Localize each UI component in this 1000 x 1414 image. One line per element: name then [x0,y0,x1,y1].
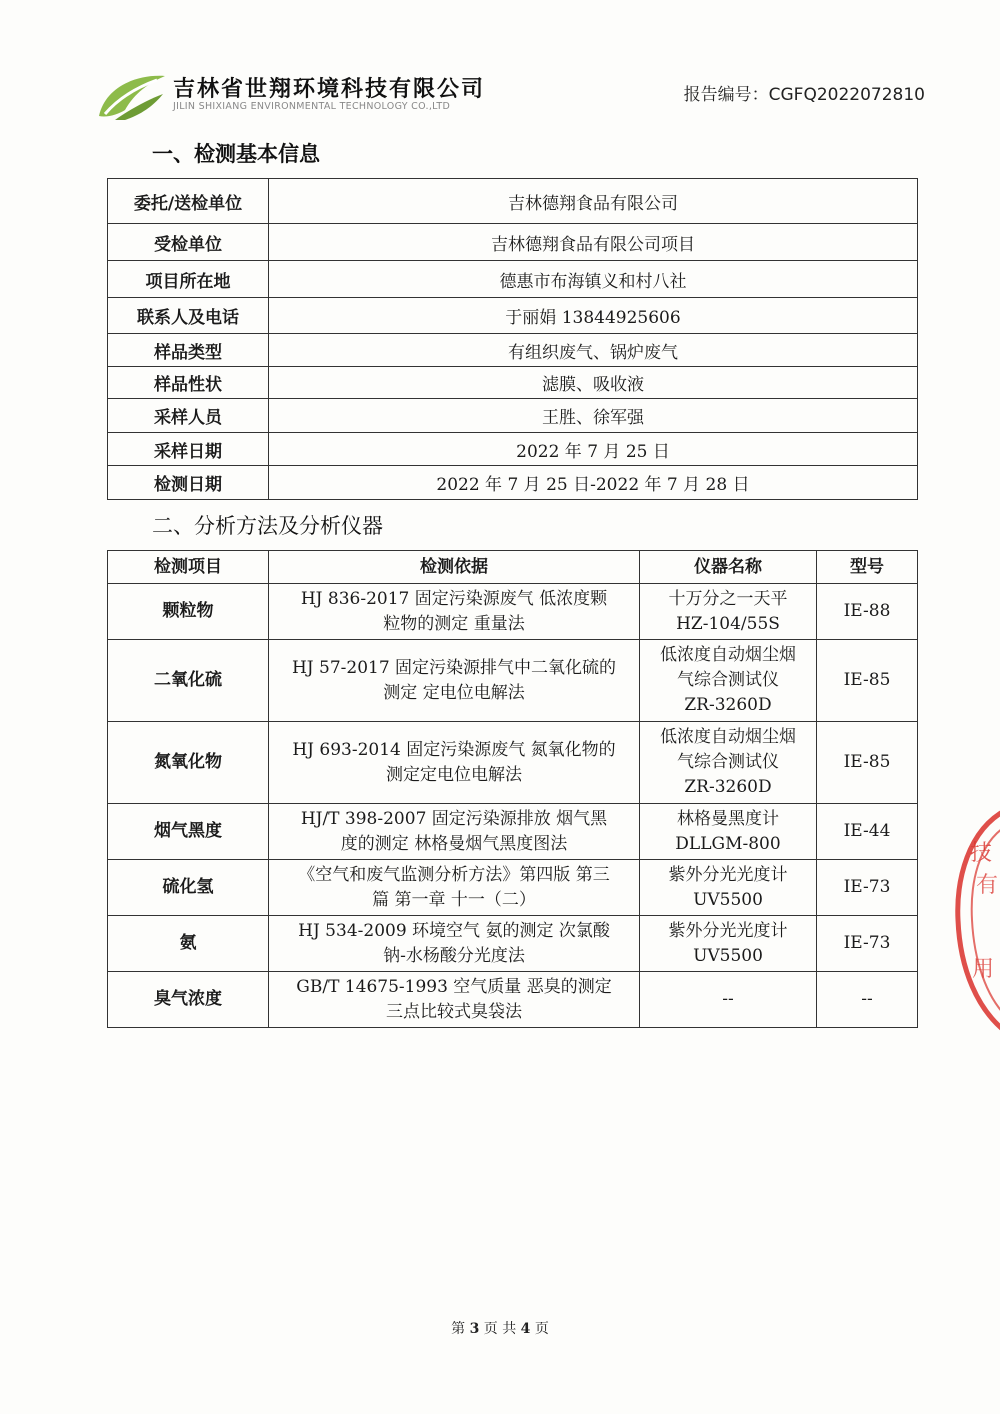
method-model: IE-44 [817,804,918,860]
method-item: 硫化氢 [108,860,269,916]
method-item: 颗粒物 [108,584,269,640]
method-instrument-line: UV5500 [693,889,763,910]
info-row [108,466,918,500]
method-basis-line: 粒物的测定 重量法 [383,613,525,634]
svg-text:有: 有 [976,873,999,898]
method-row [108,584,918,640]
method-basis [269,860,640,916]
method-model: IE-73 [817,916,918,972]
info-row [108,334,918,367]
method-basis-line: HJ 57-2017 固定污染源排气中二氧化硫的 [291,657,617,678]
info-value: 滤膜、吸收液 [269,367,918,399]
info-row [108,298,918,334]
method-model: IE-85 [817,722,918,804]
section-basic-info-title: 一、检测基本信息 [152,142,320,166]
info-row [108,399,918,433]
info-label: 采样日期 [108,433,269,466]
info-label: 委托/送检单位 [108,179,269,224]
method-row [108,640,918,722]
svg-text:用: 用 [972,957,995,982]
footer-page-number: 3 [469,1321,480,1337]
method-basis [269,972,640,1028]
info-row [108,367,918,399]
footer-suffix: 页 [534,1321,549,1337]
method-item: 二氧化硫 [108,640,269,722]
method-row [108,722,918,804]
method-instrument-line: 气综合测试仪 [677,670,779,690]
company-name-cn: 吉林省世翔环境科技有限公司 [173,77,486,102]
method-model: IE-85 [817,640,918,722]
header-cell-model: 型号 [817,551,918,584]
svg-text:技: 技 [970,841,993,866]
method-row [108,860,918,916]
info-row [108,261,918,298]
method-instrument [640,584,817,640]
method-instrument-line: 紫外分光光度计 [668,864,788,885]
method-item: 臭气浓度 [108,972,269,1028]
method-instrument-line: ZR-3260D [684,695,772,715]
header-cell-instrument: 仪器名称 [640,551,817,584]
report-number: 报告编号：CGFQ2022072810 [683,85,925,105]
method-instrument [640,722,817,804]
method-instrument-line: HZ-104/55S [676,613,780,634]
method-instrument-line: 低浓度自动烟尘烟 [660,727,796,747]
method-basis-line: 篇 第一章 十一（二） [372,889,536,910]
method-basis [269,640,640,722]
method-row [108,804,918,860]
method-instrument-line: UV5500 [693,945,763,966]
method-basis-line: 《空气和废气监测分析方法》第四版 第三 [298,864,610,885]
method-basis-line: 三点比较式臭袋法 [386,1001,522,1022]
method-model: IE-73 [817,860,918,916]
method-basis [269,584,640,640]
method-instrument [640,860,817,916]
method-item: 氮氧化物 [108,722,269,804]
method-instrument [640,804,817,860]
method-basis-line: 钠-水杨酸分光度法 [383,945,525,966]
method-basis-line: 测定定电位电解法 [386,764,522,785]
method-basis-line: GB/T 14675-1993 空气质量 恶臭的测定 [296,976,612,997]
info-value: 吉林德翔食品有限公司项目 [269,224,918,261]
methods-table [107,550,918,1028]
method-instrument-line: 林格曼黑度计 [677,808,779,829]
info-label: 项目所在地 [108,261,269,298]
header-cell-basis: 检测依据 [269,551,640,584]
info-value: 德惠市布海镇义和村八社 [269,261,918,298]
method-basis [269,916,640,972]
info-label: 检测日期 [108,466,269,500]
footer-mid: 页 共 [483,1321,517,1337]
method-model: -- [817,972,918,1028]
info-row [108,433,918,466]
leaf-logo-icon [95,70,167,122]
method-instrument [640,972,817,1028]
header-cell-item: 检测项目 [108,551,269,584]
red-seal-stamp-icon [948,800,1000,1040]
method-instrument-line: ZR-3260D [684,777,772,797]
method-basis [269,722,640,804]
info-row [108,179,918,224]
method-basis-line: 度的测定 林格曼烟气黑度图法 [340,833,568,854]
letterhead [95,68,925,128]
method-row [108,916,918,972]
info-label: 样品性状 [108,367,269,399]
info-label: 样品类型 [108,334,269,367]
info-value: 于丽娟 13844925606 [269,298,918,334]
info-value: 有组织废气、锅炉废气 [269,334,918,367]
method-basis-line: HJ 693-2014 固定污染源废气 氮氧化物的 [292,739,616,760]
company-name-en: JILIN SHIXIANG ENVIRONMENTAL TECHNOLOGY CO.,LTD [173,101,451,112]
method-instrument-line: 紫外分光光度计 [668,920,788,941]
info-label: 受检单位 [108,224,269,261]
method-basis-line: 测定 定电位电解法 [383,682,525,703]
info-value: 吉林德翔食品有限公司 [269,179,918,224]
method-instrument-line: 低浓度自动烟尘烟 [660,645,796,665]
footer-total-pages: 4 [520,1321,531,1337]
table-header-row [108,551,918,584]
method-instrument-line: -- [722,989,734,1009]
info-label: 采样人员 [108,399,269,433]
page-footer [0,1318,1000,1338]
method-item: 氨 [108,916,269,972]
section-methods-title: 二、分析方法及分析仪器 [152,514,383,538]
method-instrument [640,916,817,972]
method-instrument-line: 气综合测试仪 [677,752,779,772]
method-item: 烟气黑度 [108,804,269,860]
footer-prefix: 第 [451,1321,466,1337]
method-basis-line: HJ 534-2009 环境空气 氨的测定 次氯酸 [298,920,610,941]
method-basis-line: HJ/T 398-2007 固定污染源排放 烟气黑 [300,808,608,829]
method-instrument-line: DLLGM-800 [675,833,781,854]
info-value: 王胜、徐军强 [269,399,918,433]
info-label: 联系人及电话 [108,298,269,334]
method-basis [269,804,640,860]
method-instrument-line: 十万分之一天平 [668,588,788,609]
info-value: 2022 年 7 月 25 日 [269,433,918,466]
info-value: 2022 年 7 月 25 日-2022 年 7 月 28 日 [269,466,918,500]
method-row [108,972,918,1028]
basic-info-table [107,178,918,500]
method-instrument [640,640,817,722]
method-model: IE-88 [817,584,918,640]
info-row [108,224,918,261]
method-basis-line: HJ 836-2017 固定污染源废气 低浓度颗 [300,588,608,609]
